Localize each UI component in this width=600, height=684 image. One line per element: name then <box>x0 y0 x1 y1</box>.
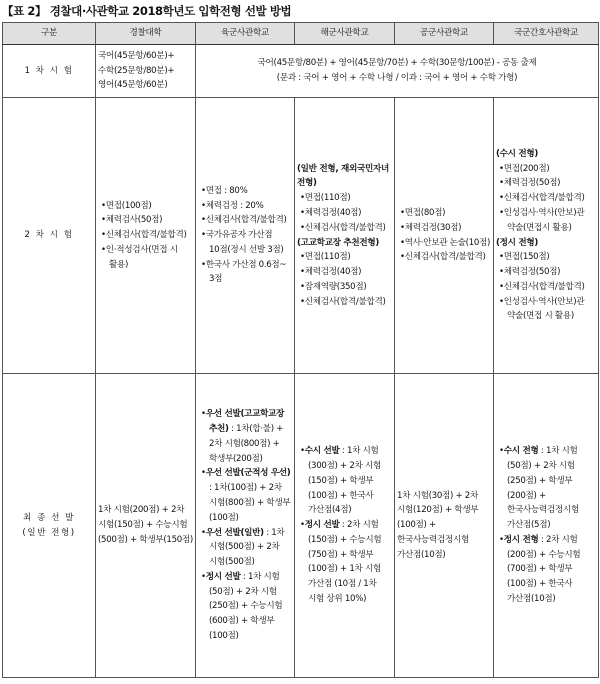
list-item: • 잠재역량(350점) <box>297 280 392 295</box>
cell-final-navy <box>295 374 395 678</box>
first-common-line: (문과 : 국어 + 영어 + 수학 나형 / 이과 : 국어 + 영어 + 수학 가형) <box>276 73 518 83</box>
item-body: : 1차 시험(300점) + 2차 시험(150점) + 학생부(100점) + 한국사 가산점(4점) <box>308 446 381 516</box>
row-label-final: 최 종 선 발 (일반 전형) <box>3 374 96 678</box>
list-item: • 면접(110점) <box>297 250 392 265</box>
list-item <box>496 533 596 607</box>
list-item <box>297 444 392 518</box>
cell-first-common <box>196 45 599 98</box>
item-head: 정시 전형 <box>503 534 539 545</box>
first-police-line: 영어(45문항/60분) <box>98 80 168 91</box>
item-body: : 2차 시험(200점) + 수능시험(700점) + 학생부(100점) + 한국사 가산점(10점) <box>507 534 581 605</box>
list-item <box>198 466 292 525</box>
list-item <box>297 518 392 607</box>
item-head: 수시 선발 <box>304 446 340 457</box>
row-label-second: 2 차 시 험 <box>3 98 96 374</box>
list-item: • 인성검사·역사(안보)관 약술(면접 시 활용) <box>496 295 596 325</box>
list-item: • 체력검정(50점) <box>496 265 596 280</box>
list-item: • 신체검사(합격/불합격) <box>198 213 292 228</box>
cell-second-police <box>96 98 196 374</box>
list-item: • 체력검정 : 20% <box>198 199 292 214</box>
list-item: • 신체검사(합격/불합격) <box>397 250 491 265</box>
list-item <box>198 407 292 466</box>
list-item <box>198 570 292 644</box>
navy-group-header: (고교학교장 추천전형) <box>297 237 379 248</box>
item-body: : 2차 시험(150점) + 수능시험(750점) + 학생부(100점) + 1차 시험 가산점 (10점 / 1차 시험 상위 10%) <box>308 520 382 605</box>
cell-final-police: 1차 시험(200점) + 2차 시험(150점) + 수능시험(500점) + 학생부(150점) <box>96 374 196 678</box>
list-item: • 체력검정(30점) <box>397 221 491 236</box>
item-head: 우선 선발(군적성 우선) <box>205 468 291 479</box>
item-body: : 1차(합·불) + 2차 시험(800점) + 학생부(200점) <box>209 424 284 464</box>
header-police: 경찰대학 <box>96 23 196 45</box>
cell-final-airforce: 1차 시험(30점) + 2차 시험(120점) + 학생부(100점) + 한국사능력검정시험 가산점(10점) <box>395 374 494 678</box>
list-item: • 면접(80점) <box>397 206 491 221</box>
list-item: • 신체검사(합격/불합격) <box>297 295 392 310</box>
row-first-exam <box>3 45 599 98</box>
header-nursing: 국군간호사관학교 <box>494 23 599 45</box>
admission-table <box>2 22 599 678</box>
item-body: : 1차 시험(50점) + 2차 시험(250점) + 학생부(200점) + 한국사능력검정시험 가산점(5점) <box>507 446 580 531</box>
header-navy: 해군사관학교 <box>295 23 395 45</box>
list-item: • 체력검정(50점) <box>496 176 596 191</box>
cell-second-army <box>196 98 295 374</box>
list-item: • 체력검정(40점) <box>297 265 392 280</box>
list-item: • 신체검사(합격/불합격) <box>496 191 596 206</box>
list-item: • 역사·안보관 논술(10점) <box>397 236 491 251</box>
item-head: 수시 전형 <box>503 446 539 457</box>
list-item: • 면접(110점) <box>297 191 392 206</box>
row-label-first: 1 차 시 험 <box>3 45 96 98</box>
first-police-line: 국어(45문항/60분)+ <box>98 50 175 61</box>
list-item: • 체력검정(40점) <box>297 206 392 221</box>
list-item: • 인성검사·역사(안보)관 약술(면접시 활용) <box>496 206 596 236</box>
cell-first-police <box>96 45 196 98</box>
item-body: : 1차(100점) + 2차 시험(800점) + 학생부(100점) <box>209 483 291 523</box>
cell-second-navy <box>295 98 395 374</box>
item-body: : 1차 시험(500점) + 2차 시험(500점) <box>209 527 285 568</box>
row-second-exam <box>3 98 599 374</box>
list-item: • 신체검사(합격/불합격) <box>98 228 193 243</box>
table-title: 【표 2】 경찰대·사관학교 2018학년도 입학전형 선발 방법 <box>2 4 292 18</box>
item-body: : 1차 시험(50점) + 2차 시험(250점) + 수능시험(600점) + 학생부(100점) <box>209 571 283 641</box>
item-head: 정시 선발 <box>304 520 340 531</box>
list-item: • 한국사 가산점 0.6점~ 3점 <box>198 258 292 288</box>
header-army: 육군사관학교 <box>196 23 295 45</box>
list-item: • 면접(200점) <box>496 162 596 177</box>
cell-second-airforce <box>395 98 494 374</box>
list-item: • 신체검사(합격/불합격) <box>496 280 596 295</box>
navy-group-header: (일반 전형, 재외국민자녀 전형) <box>297 163 389 189</box>
nursing-group-header: (수시 전형) <box>496 148 538 159</box>
cell-final-army <box>196 374 295 678</box>
list-item <box>496 444 596 533</box>
item-head: 정시 선발 <box>205 571 241 582</box>
row-final-selection <box>3 374 599 678</box>
list-item: • 체력검사(50점) <box>98 213 193 228</box>
list-item <box>198 526 292 570</box>
item-head: 우선 선발(고교학교장 추천) <box>205 409 285 435</box>
list-item: • 면접 : 80% <box>198 184 292 199</box>
list-item: • 면접(100점) <box>98 199 193 214</box>
header-row <box>3 23 599 45</box>
list-item: • 신체검사(합격/불합격) <box>297 221 392 236</box>
header-airforce: 공군사관학교 <box>395 23 494 45</box>
first-police-line: 수학(25문항/80분)+ <box>98 65 175 76</box>
list-item: • 국가유공자 가산점 10점(정시 선발 3점) <box>198 228 292 258</box>
header-category: 구분 <box>3 23 96 45</box>
list-item: • 면접(150점) <box>496 250 596 265</box>
cell-final-nursing <box>494 374 599 678</box>
list-item: • 인·적성검사(면접 시 활용) <box>98 243 193 273</box>
nursing-group-header: (정시 전형) <box>496 237 538 248</box>
cell-second-nursing <box>494 98 599 374</box>
item-head: 우선 선발(일반) <box>205 527 264 538</box>
first-common-line: 국어(45문항/80분) + 영어(45문항/70분) + 수학(30문항/100분) - 공동 출제 <box>257 58 537 69</box>
